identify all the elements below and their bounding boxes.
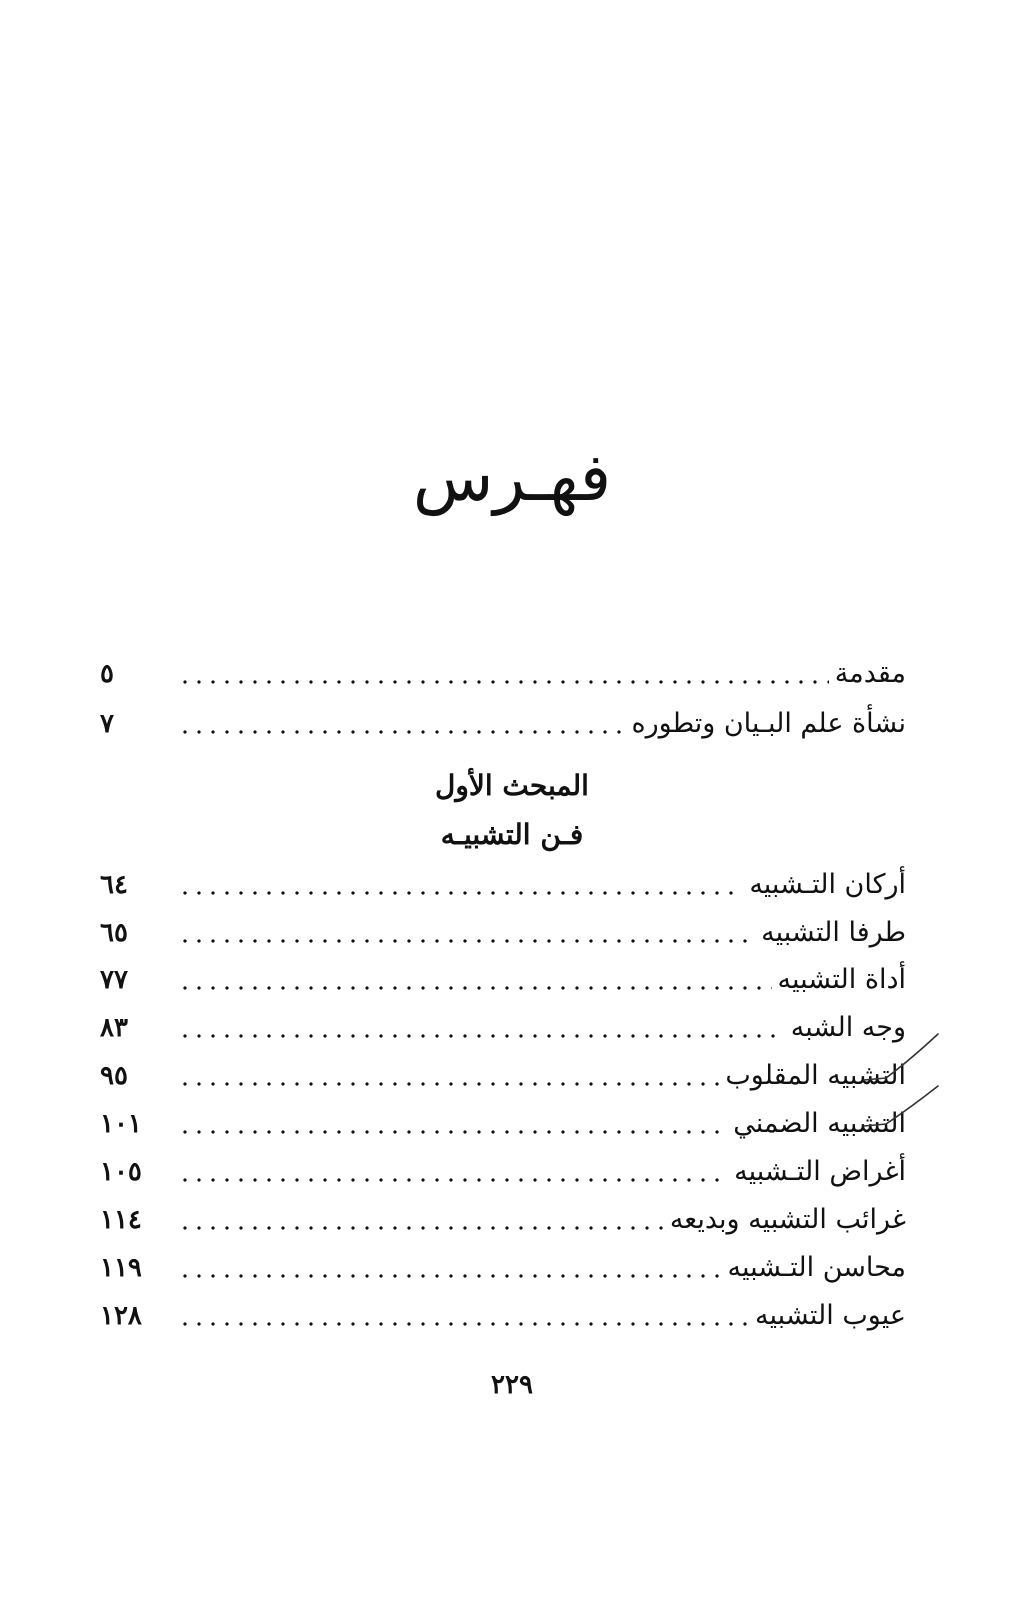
toc-entry[interactable] xyxy=(100,1101,906,1147)
dot-leader xyxy=(178,1053,719,1099)
toc-entry-title: غرائب التشبيه وبديعه xyxy=(669,1204,906,1235)
toc-entry-title: مقدمة xyxy=(834,658,906,689)
toc-entry-page: ١١٩ xyxy=(100,1253,142,1283)
toc-entry[interactable] xyxy=(100,910,906,956)
dot-leader xyxy=(178,1293,749,1339)
pen-check-mark xyxy=(862,1080,942,1140)
toc-entry[interactable] xyxy=(100,1053,906,1099)
toc-entry[interactable] xyxy=(100,1197,906,1243)
toc-entry-page: ٧ xyxy=(100,709,114,739)
toc-entry-title: أركان التـشبيه xyxy=(749,869,906,900)
toc-entry-page: ١١٤ xyxy=(100,1205,142,1235)
toc-entry-title: عيوب التشبيه xyxy=(755,1300,906,1331)
toc-entry-title: طرفا التشبيه xyxy=(761,917,906,948)
toc-entry-title: نشأة علم البـيان وتطوره xyxy=(631,708,906,739)
toc-entry-page: ٨٣ xyxy=(100,1013,128,1043)
section-heading: المبحث الأول xyxy=(435,769,589,802)
toc-entry-page: ١٠٥ xyxy=(100,1157,142,1187)
toc-entry[interactable] xyxy=(100,1005,906,1051)
toc-entry-title: محاسن التـشبيه xyxy=(727,1252,906,1283)
page-number: ٢٢٩ xyxy=(491,1370,533,1400)
page-title: فهـرس xyxy=(412,439,612,516)
dot-leader xyxy=(178,1149,728,1195)
toc-entry-title: أداة التشبيه xyxy=(777,964,906,995)
toc-entry-title: التشبيه الضمني xyxy=(733,1108,906,1139)
dot-leader xyxy=(178,1005,785,1051)
toc-entry[interactable] xyxy=(100,1149,906,1195)
toc-entry[interactable] xyxy=(100,1293,906,1339)
toc-entry-title: أغراض التـشبيه xyxy=(734,1156,906,1187)
dot-leader xyxy=(178,701,625,747)
toc-entry[interactable] xyxy=(100,957,906,1003)
dot-leader xyxy=(178,1197,664,1243)
dot-leader xyxy=(178,862,743,908)
dot-leader xyxy=(178,910,755,956)
toc-entry-page: ٦٤ xyxy=(100,870,128,900)
section-subheading: فـن التشبيـه xyxy=(440,818,584,851)
toc-entry-title: وجه الشبه xyxy=(790,1012,906,1043)
toc-entry-title: التشبيه المقلوب xyxy=(725,1060,906,1091)
toc-entry-page: ٦٥ xyxy=(100,918,128,948)
dot-leader xyxy=(178,957,772,1003)
toc-entry-page: ٧٧ xyxy=(100,965,128,995)
toc-entry-page: ١٢٨ xyxy=(100,1301,142,1331)
dot-leader xyxy=(178,1101,727,1147)
toc-entry-page: ١٠١ xyxy=(100,1109,142,1139)
dot-leader xyxy=(178,651,829,697)
dot-leader xyxy=(178,1245,721,1291)
toc-entry[interactable] xyxy=(100,1245,906,1291)
toc-entry[interactable] xyxy=(100,651,906,697)
toc-entry-page: ٩٥ xyxy=(100,1061,128,1091)
toc-entry-page: ٥ xyxy=(100,659,114,689)
toc-entry[interactable] xyxy=(100,701,906,747)
toc-entry[interactable] xyxy=(100,862,906,908)
